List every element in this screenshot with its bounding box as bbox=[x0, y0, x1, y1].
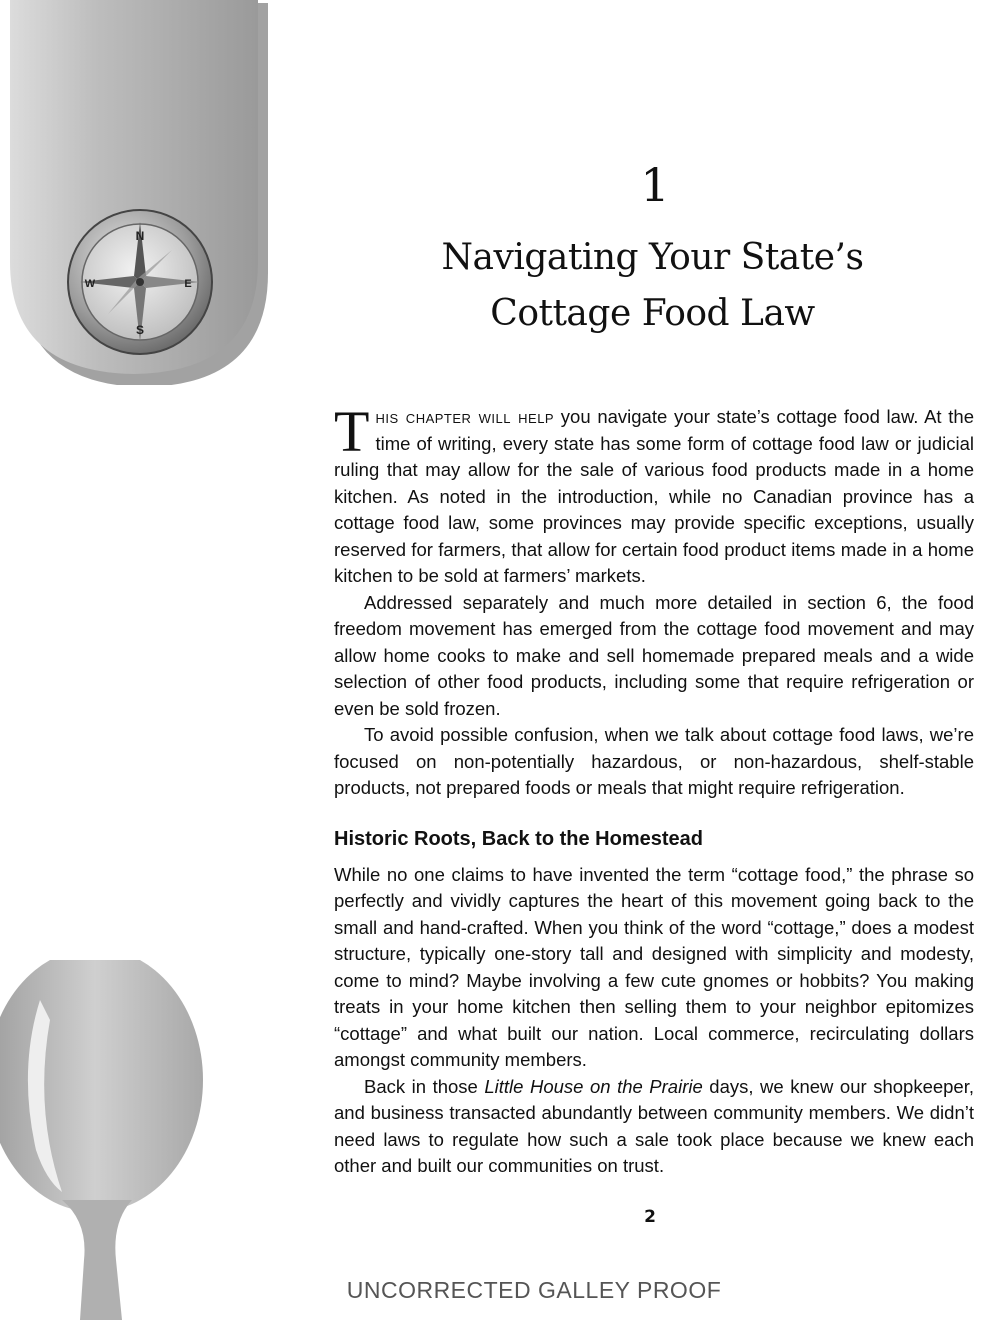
paragraph-2: Addressed separately and much more detailed in section 6, the food freedom movement has emerged from the cottage food movement and may allow home cooks to make and sell homemade prepared meals and a wide selection of other food products, including some that require refrigeration or even be sold frozen. bbox=[334, 591, 974, 719]
compass-south-label: S bbox=[135, 323, 145, 337]
compass-icon bbox=[68, 210, 212, 354]
paragraph-5 bbox=[334, 1074, 974, 1180]
book-title-italic: Little House on the Prairie bbox=[484, 1075, 703, 1097]
paragraph-1-text: you navigate your state’s cottage food law. At the time of writing, every state has some form of cottage food law or judicial ruling that may allow for the sale of various food products made in a home kitchen. As noted in the introduction, while no Canadian province has a cottage food law, some provinces may provide specific exceptions, usually reserved for farmers, that allow for certain food product items made in a home kitchen to be sold at farmers’ markets. bbox=[334, 406, 974, 586]
paragraph-5-after: days, we knew our shopkeeper, and business transacted abundantly between community members. We didn’t need laws to regulate how such a sale took place because we knew each other and built our communities on trust. bbox=[334, 1075, 975, 1176]
lead-in-small-caps: his chapter will help bbox=[375, 406, 555, 427]
page-number: 2 bbox=[644, 1207, 656, 1227]
chapter-title-line-1: Navigating Your State’s bbox=[441, 237, 864, 278]
compass-east-label: E bbox=[184, 278, 192, 290]
chapter-number: 1 bbox=[640, 158, 670, 212]
compass-north-label: N bbox=[135, 229, 145, 243]
body-text bbox=[334, 399, 975, 1180]
paragraph-4: While no one claims to have invented the term “cottage food,” the phrase so perfectly and vividly captures the heart of this movement going back to the small and hand-crafted. When you think of the word “cottage,” does a modest structure, typically one-story tall and designed with simplicity and modesty, come to mind? Maybe involving a few cute gnomes or hobbits? You making treats in your home kitchen then selling them to your neighbor epitomizes “cottage” and what built our nation. Local commerce, recirculating dollars amongst community members. bbox=[334, 863, 974, 1070]
chapter-title-line-2: Cottage Food Law bbox=[490, 293, 815, 334]
drop-cap: T bbox=[334, 399, 370, 464]
spoon-graphic bbox=[0, 960, 215, 1320]
paragraph-1 bbox=[334, 399, 974, 590]
paragraph-5-before: Back in those bbox=[364, 1075, 485, 1097]
section-heading: Historic Roots, Back to the Homestead bbox=[334, 827, 703, 850]
compass-west-label: W bbox=[84, 278, 96, 290]
chapter-tab-graphic bbox=[10, 0, 268, 385]
paragraph-3: To avoid possible confusion, when we talk about cottage food laws, we’re focused on non-potentially hazardous, or non-hazardous, shelf-stable products, not prepared foods or meals that might require refrigeration. bbox=[334, 724, 974, 798]
chapter-title bbox=[380, 230, 925, 342]
galley-proof-notice: UNCORRECTED GALLEY PROOF bbox=[346, 1277, 722, 1303]
